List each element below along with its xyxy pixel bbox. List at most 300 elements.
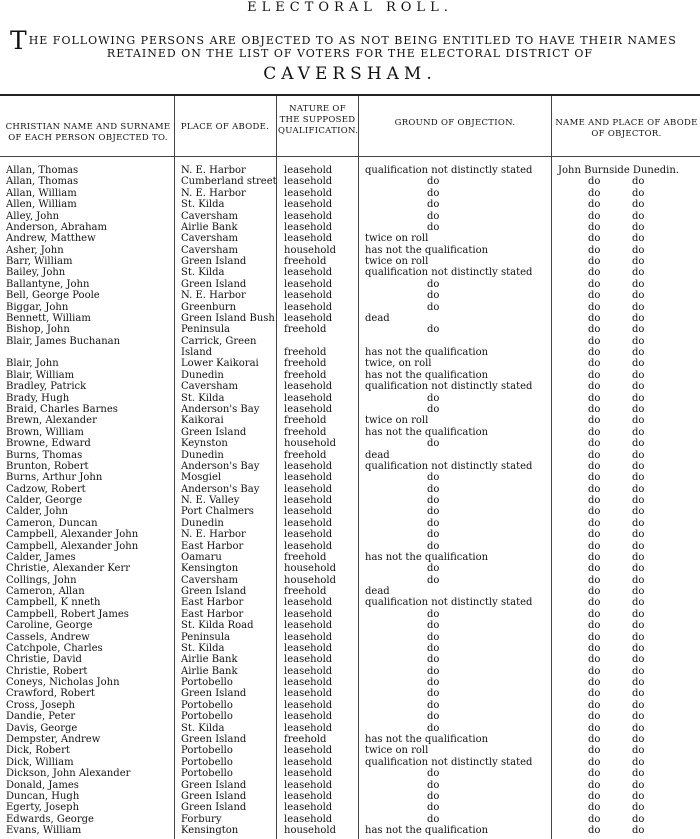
objector-abode: do bbox=[632, 642, 645, 654]
ground-of-objection: do bbox=[427, 631, 440, 643]
objector-name: do bbox=[588, 267, 601, 279]
objector-abode: do bbox=[632, 426, 645, 438]
place-of-abode: Green Island bbox=[181, 278, 247, 290]
table-row bbox=[0, 780, 700, 791]
place-of-abode: Dunedin bbox=[181, 449, 224, 461]
place-of-abode: Kaikorai bbox=[181, 415, 224, 427]
ground-of-objection: do bbox=[427, 438, 440, 450]
table-row bbox=[0, 597, 700, 608]
person-name: Coneys, Nicholas John bbox=[6, 677, 120, 689]
place-of-abode: Dunedin bbox=[181, 517, 224, 529]
objector-abode: do bbox=[632, 483, 645, 495]
objector-name: do bbox=[588, 813, 601, 825]
place-of-abode: N. E. Harbor bbox=[181, 529, 246, 541]
place-of-abode: Anderson's Bay bbox=[181, 483, 260, 495]
table-row bbox=[0, 393, 700, 404]
objector-name: do bbox=[588, 381, 601, 393]
qualification: leasehold bbox=[284, 233, 333, 245]
objector-name: do bbox=[588, 244, 601, 256]
ground-of-objection: do bbox=[427, 403, 440, 415]
objector-abode: do bbox=[632, 369, 645, 381]
column-header-objector: NAME AND PLACE OF ABODE OF OBJECTOR. bbox=[555, 118, 698, 139]
objector-name: do bbox=[588, 460, 601, 472]
objector-name: do bbox=[588, 449, 601, 461]
qualification: leasehold bbox=[284, 506, 333, 518]
ground-of-objection: qualification not distinctly stated bbox=[365, 756, 533, 768]
document-title: ELECTORAL ROLL. bbox=[247, 0, 453, 15]
qualification: household bbox=[284, 244, 337, 256]
objector-abode: do bbox=[632, 813, 645, 825]
qualification: leasehold bbox=[284, 768, 333, 780]
objector-name: do bbox=[588, 620, 601, 632]
ground-of-objection: do bbox=[427, 472, 440, 484]
ground-of-objection: do bbox=[427, 642, 440, 654]
place-of-abode: Caversham bbox=[181, 381, 238, 393]
qualification: leasehold bbox=[284, 745, 333, 757]
place-of-abode: Green Island bbox=[181, 779, 247, 791]
objector-name: do bbox=[588, 688, 601, 700]
place-of-abode: Peninsula bbox=[181, 324, 231, 336]
qualification: leasehold bbox=[284, 779, 333, 791]
table-row bbox=[0, 188, 700, 199]
objector-name: do bbox=[588, 745, 601, 757]
table-row bbox=[0, 176, 700, 187]
qualification: freehold bbox=[284, 347, 327, 359]
place-of-abode: Forbury bbox=[181, 813, 222, 825]
place-of-abode: Mosgiel bbox=[181, 472, 222, 484]
place-of-abode: Oamaru bbox=[181, 551, 222, 563]
objector-abode: do bbox=[632, 802, 645, 814]
person-name: Burns, Thomas bbox=[6, 449, 83, 461]
ground-of-objection: do bbox=[427, 813, 440, 825]
table-row bbox=[0, 711, 700, 722]
person-name: Campbell, Alexander John bbox=[6, 540, 139, 552]
ground-of-objection: has not the qualification bbox=[365, 244, 489, 256]
place-of-abode: Island bbox=[181, 347, 213, 359]
table-row bbox=[0, 381, 700, 392]
objector-abode: do bbox=[632, 825, 645, 837]
table-row bbox=[0, 814, 700, 825]
place-of-abode: Kensington bbox=[181, 825, 239, 837]
table-row bbox=[0, 825, 700, 836]
objector-name: do bbox=[588, 711, 601, 723]
ground-of-objection: has not the qualification bbox=[365, 734, 489, 745]
place-of-abode: Caversham bbox=[181, 210, 238, 222]
ground-of-objection: do bbox=[427, 199, 440, 211]
table-row bbox=[0, 245, 700, 256]
objector-abode: do bbox=[632, 677, 645, 689]
heading-line-1-text: HE FOLLOWING PERSONS ARE OBJECTED TO AS NOT BEING ENTITLED TO HAVE THEIR NAMES bbox=[28, 34, 677, 47]
qualification: household bbox=[284, 825, 337, 837]
ground-of-objection: do bbox=[427, 221, 440, 233]
objector-name: do bbox=[588, 426, 601, 438]
place-of-abode: East Harbor bbox=[181, 540, 244, 552]
place-of-abode: Anderson's Bay bbox=[181, 460, 260, 472]
ground-of-objection: dead bbox=[365, 312, 390, 324]
place-of-abode: N. E. Harbor bbox=[181, 187, 246, 199]
objector-abode: do bbox=[632, 438, 645, 450]
ground-of-objection: qualification not distinctly stated bbox=[365, 381, 533, 393]
qualification: freehold bbox=[284, 324, 327, 336]
place-of-abode: St. Kilda bbox=[181, 642, 225, 654]
ground-of-objection: dead bbox=[365, 586, 390, 598]
person-name: Caroline, George bbox=[6, 620, 93, 632]
objector-abode: do bbox=[632, 256, 645, 268]
ground-of-objection: twice on roll bbox=[365, 233, 429, 245]
qualification: leasehold bbox=[284, 654, 333, 666]
table-row bbox=[0, 415, 700, 426]
qualification: leasehold bbox=[284, 290, 333, 302]
table-row bbox=[0, 518, 700, 529]
person-name: Campbell, K nneth bbox=[6, 597, 101, 609]
person-name: Collings, John bbox=[6, 574, 77, 586]
objector-abode: do bbox=[632, 506, 645, 518]
ground-of-objection: qualification not distinctly stated bbox=[365, 460, 533, 472]
place-of-abode: Portobello bbox=[181, 745, 233, 757]
place-of-abode: Port Chalmers bbox=[181, 506, 254, 518]
objector-name: do bbox=[588, 301, 601, 313]
objector-abode: do bbox=[632, 381, 645, 393]
objector-abode: do bbox=[632, 563, 645, 575]
qualification: freehold bbox=[284, 426, 327, 438]
ground-of-objection: do bbox=[427, 711, 440, 723]
qualification: household bbox=[284, 574, 337, 586]
objector-name: do bbox=[588, 210, 601, 222]
objector-name: do bbox=[588, 677, 601, 689]
objector-abode: do bbox=[632, 631, 645, 643]
table-row bbox=[0, 450, 700, 461]
objector-abode: do bbox=[632, 517, 645, 529]
person-name: Brunton, Robert bbox=[6, 460, 89, 472]
objector-name: do bbox=[588, 278, 601, 290]
ground-of-objection: do bbox=[427, 176, 440, 188]
ground-of-objection: do bbox=[427, 506, 440, 518]
person-name: Calder, George bbox=[6, 495, 83, 507]
objector-abode: do bbox=[632, 688, 645, 700]
objector-name: do bbox=[588, 221, 601, 233]
qualification: freehold bbox=[284, 369, 327, 381]
person-name: Blair, William bbox=[6, 369, 75, 381]
objector-abode: do bbox=[632, 654, 645, 666]
table-row bbox=[0, 347, 700, 358]
place-of-abode: Keynston bbox=[181, 438, 228, 450]
objector-abode: do bbox=[632, 529, 645, 541]
person-name: Bennett, William bbox=[6, 312, 91, 324]
ground-of-objection: do bbox=[427, 290, 440, 302]
place-of-abode: Airlie Bank bbox=[181, 654, 238, 666]
place-of-abode: Green Island bbox=[181, 586, 247, 598]
person-name: Dick, Robert bbox=[6, 745, 70, 757]
person-name: Davis, George bbox=[6, 722, 78, 734]
person-name: Brady, Hugh bbox=[6, 392, 70, 404]
objector-name: do bbox=[588, 551, 601, 563]
objector-abode: do bbox=[632, 711, 645, 723]
objector-name: do bbox=[588, 574, 601, 586]
objector-name: do bbox=[588, 665, 601, 677]
ground-of-objection: do bbox=[427, 677, 440, 689]
qualification: leasehold bbox=[284, 381, 333, 393]
place-of-abode: Green Island bbox=[181, 426, 247, 438]
table-row bbox=[0, 472, 700, 483]
ground-of-objection: do bbox=[427, 324, 440, 336]
qualification: leasehold bbox=[284, 813, 333, 825]
objector-name: do bbox=[588, 483, 601, 495]
qualification: leasehold bbox=[284, 790, 333, 802]
person-name: Bailey, John bbox=[6, 267, 66, 279]
objector-abode: do bbox=[632, 244, 645, 256]
ground-of-objection: twice on roll bbox=[365, 415, 429, 427]
heading-line-2: RETAINED ON THE LIST OF VOTERS FOR THE ELECTORAL DISTRICT OF bbox=[106, 47, 594, 60]
objector-abode: do bbox=[632, 551, 645, 563]
place-of-abode: Green Island bbox=[181, 734, 247, 745]
table-row bbox=[0, 302, 700, 313]
qualification: leasehold bbox=[284, 608, 333, 620]
person-name: Campbell, Robert James bbox=[6, 608, 129, 620]
objector-abode: do bbox=[632, 586, 645, 598]
qualification: leasehold bbox=[284, 199, 333, 211]
qualification: freehold bbox=[284, 551, 327, 563]
table-row bbox=[0, 495, 700, 506]
person-name: Burns, Arthur John bbox=[6, 472, 103, 484]
objector-name: do bbox=[588, 335, 601, 347]
ground-of-objection: do bbox=[427, 779, 440, 791]
person-name: Edwards, George bbox=[6, 813, 94, 825]
place-of-abode: Portobello bbox=[181, 711, 233, 723]
person-name: Bishop, John bbox=[6, 324, 70, 336]
objector-name: do bbox=[588, 347, 601, 359]
objector-name: do bbox=[588, 768, 601, 780]
ground-of-objection: qualification not distinctly stated bbox=[365, 165, 533, 176]
table-row bbox=[0, 700, 700, 711]
objector-abode: do bbox=[632, 312, 645, 324]
place-of-abode: Portobello bbox=[181, 677, 233, 689]
qualification: freehold bbox=[284, 256, 327, 268]
objector-abode: do bbox=[632, 597, 645, 609]
ground-of-objection: twice on roll bbox=[365, 745, 429, 757]
table-row bbox=[0, 541, 700, 552]
objector-abode: do bbox=[632, 779, 645, 791]
qualification: leasehold bbox=[284, 221, 333, 233]
objector-abode: do bbox=[632, 210, 645, 222]
ground-of-objection: do bbox=[427, 187, 440, 199]
ground-of-objection: qualification not distinctly stated bbox=[365, 597, 533, 609]
table-row bbox=[0, 529, 700, 540]
table-row bbox=[0, 313, 700, 324]
table-row bbox=[0, 427, 700, 438]
place-of-abode: St. Kilda bbox=[181, 392, 225, 404]
table-row bbox=[0, 324, 700, 335]
objector-name: do bbox=[588, 369, 601, 381]
place-of-abode: East Harbor bbox=[181, 608, 244, 620]
qualification: leasehold bbox=[284, 756, 333, 768]
person-name: Biggar, John bbox=[6, 301, 69, 313]
ground-of-objection: do bbox=[427, 802, 440, 814]
objector-abode: do bbox=[632, 392, 645, 404]
person-name: Dickson, John Alexander bbox=[6, 768, 131, 780]
objector-name: do bbox=[588, 312, 601, 324]
objector-abode: do bbox=[632, 620, 645, 632]
objector-abode: do bbox=[632, 176, 645, 188]
person-name: Christie, David bbox=[6, 654, 82, 666]
ground-of-objection: twice on roll bbox=[365, 256, 429, 268]
objector-name: do bbox=[588, 597, 601, 609]
objector-name: John Burnside Dunedin. bbox=[558, 165, 679, 176]
qualification: freehold bbox=[284, 734, 327, 745]
table-row bbox=[0, 552, 700, 563]
table-row bbox=[0, 643, 700, 654]
ground-of-objection: do bbox=[427, 654, 440, 666]
person-name: Cameron, Duncan bbox=[6, 517, 98, 529]
place-of-abode: Caversham bbox=[181, 233, 238, 245]
objector-name: do bbox=[588, 403, 601, 415]
place-of-abode: Cumberland street bbox=[181, 176, 277, 188]
table-row bbox=[0, 768, 700, 779]
person-name: Donald, James bbox=[6, 779, 79, 791]
place-of-abode: Lower Kaikorai bbox=[181, 358, 259, 370]
person-name: Cross, Joseph bbox=[6, 699, 75, 711]
objector-name: do bbox=[588, 608, 601, 620]
objector-abode: do bbox=[632, 278, 645, 290]
place-of-abode: Green Island bbox=[181, 790, 247, 802]
place-of-abode: Airlie Bank bbox=[181, 221, 238, 233]
qualification: leasehold bbox=[284, 631, 333, 643]
person-name: Evans, William bbox=[6, 825, 82, 837]
person-name: Cameron, Allan bbox=[6, 586, 85, 598]
objector-abode: do bbox=[632, 233, 645, 245]
place-of-abode: Greenburn bbox=[181, 301, 237, 313]
ground-of-objection: has not the qualification bbox=[365, 551, 489, 563]
person-name: Dempster, Andrew bbox=[6, 734, 101, 745]
qualification: leasehold bbox=[284, 688, 333, 700]
table-row bbox=[0, 632, 700, 643]
person-name: Calder, John bbox=[6, 506, 69, 518]
qualification: leasehold bbox=[284, 699, 333, 711]
ground-of-objection: do bbox=[427, 301, 440, 313]
qualification: leasehold bbox=[284, 267, 333, 279]
objector-name: do bbox=[588, 438, 601, 450]
table-row bbox=[0, 404, 700, 415]
objector-name: do bbox=[588, 734, 601, 745]
table-row bbox=[0, 336, 700, 347]
objector-name: do bbox=[588, 529, 601, 541]
ground-of-objection: do bbox=[427, 392, 440, 404]
place-of-abode: Green Island Bush bbox=[181, 312, 275, 324]
objector-abode: do bbox=[632, 199, 645, 211]
objector-abode: do bbox=[632, 472, 645, 484]
ground-of-objection: do bbox=[427, 608, 440, 620]
objector-abode: do bbox=[632, 734, 645, 745]
person-name: Catchpole, Charles bbox=[6, 642, 103, 654]
ground-of-objection: do bbox=[427, 699, 440, 711]
objector-name: do bbox=[588, 642, 601, 654]
ground-of-objection: do bbox=[427, 517, 440, 529]
person-name: Allen, William bbox=[6, 199, 77, 211]
objector-name: do bbox=[588, 187, 601, 199]
person-name: Blair, John bbox=[6, 358, 59, 370]
qualification: freehold bbox=[284, 449, 327, 461]
place-of-abode: Dunedin bbox=[181, 369, 224, 381]
ground-of-objection: do bbox=[427, 529, 440, 541]
objector-abode: do bbox=[632, 221, 645, 233]
qualification: leasehold bbox=[284, 722, 333, 734]
person-name: Asher, John bbox=[6, 244, 64, 256]
qualification: leasehold bbox=[284, 620, 333, 632]
qualification: leasehold bbox=[284, 312, 333, 324]
person-name: Christie, Robert bbox=[6, 665, 88, 677]
objector-name: do bbox=[588, 699, 601, 711]
objector-abode: do bbox=[632, 699, 645, 711]
person-name: Calder, James bbox=[6, 551, 76, 563]
objector-abode: do bbox=[632, 665, 645, 677]
person-name: Brown, William bbox=[6, 426, 84, 438]
table-row bbox=[0, 461, 700, 472]
objector-name: do bbox=[588, 790, 601, 802]
ground-of-objection: do bbox=[427, 688, 440, 700]
ground-of-objection: do bbox=[427, 574, 440, 586]
qualification: leasehold bbox=[284, 483, 333, 495]
person-name: Bradley, Patrick bbox=[6, 381, 87, 393]
place-of-abode: Green Island bbox=[181, 256, 247, 268]
qualification: leasehold bbox=[284, 802, 333, 814]
qualification: freehold bbox=[284, 586, 327, 598]
ground-of-objection: qualification not distinctly stated bbox=[365, 267, 533, 279]
ground-of-objection: do bbox=[427, 790, 440, 802]
place-of-abode: Green Island bbox=[181, 802, 247, 814]
column-header-abode: PLACE OF ABODE. bbox=[180, 122, 270, 132]
objector-name: do bbox=[588, 358, 601, 370]
table-row bbox=[0, 358, 700, 369]
person-name: Brewn, Alexander bbox=[6, 415, 97, 427]
qualification: freehold bbox=[284, 415, 327, 427]
table-row bbox=[0, 222, 700, 233]
place-of-abode: Portobello bbox=[181, 768, 233, 780]
qualification: household bbox=[284, 563, 337, 575]
ground-of-objection: do bbox=[427, 722, 440, 734]
column-header-name: CHRISTIAN NAME AND SURNAME OF EACH PERSON OBJECTED TO. bbox=[5, 122, 171, 143]
objector-name: do bbox=[588, 825, 601, 837]
objector-abode: do bbox=[632, 790, 645, 802]
objector-name: do bbox=[588, 392, 601, 404]
qualification: leasehold bbox=[284, 642, 333, 654]
person-name: Bell, George Poole bbox=[6, 290, 100, 302]
objector-name: do bbox=[588, 506, 601, 518]
table-row bbox=[0, 199, 700, 210]
place-of-abode: Anderson's Bay bbox=[181, 403, 260, 415]
table-row bbox=[0, 745, 700, 756]
objector-abode: do bbox=[632, 449, 645, 461]
objector-name: do bbox=[588, 779, 601, 791]
objector-abode: do bbox=[632, 756, 645, 768]
objector-abode: do bbox=[632, 745, 645, 757]
person-name: Campbell, Alexander John bbox=[6, 529, 139, 541]
ground-of-objection: do bbox=[427, 483, 440, 495]
table-row bbox=[0, 688, 700, 699]
ground-of-objection: dead bbox=[365, 449, 390, 461]
qualification: leasehold bbox=[284, 495, 333, 507]
qualification: leasehold bbox=[284, 540, 333, 552]
objector-name: do bbox=[588, 631, 601, 643]
person-name: Browne, Edward bbox=[6, 438, 91, 450]
column-header-nature: NATURE OF THE SUPPOSED QUALIFICATION. bbox=[278, 104, 359, 136]
objector-name: do bbox=[588, 540, 601, 552]
qualification: leasehold bbox=[284, 460, 333, 472]
objector-abode: do bbox=[632, 301, 645, 313]
person-name: Cadzow, Robert bbox=[6, 483, 86, 495]
objector-name: do bbox=[588, 517, 601, 529]
table-row bbox=[0, 256, 700, 267]
table-row bbox=[0, 438, 700, 449]
table-row bbox=[0, 734, 700, 745]
